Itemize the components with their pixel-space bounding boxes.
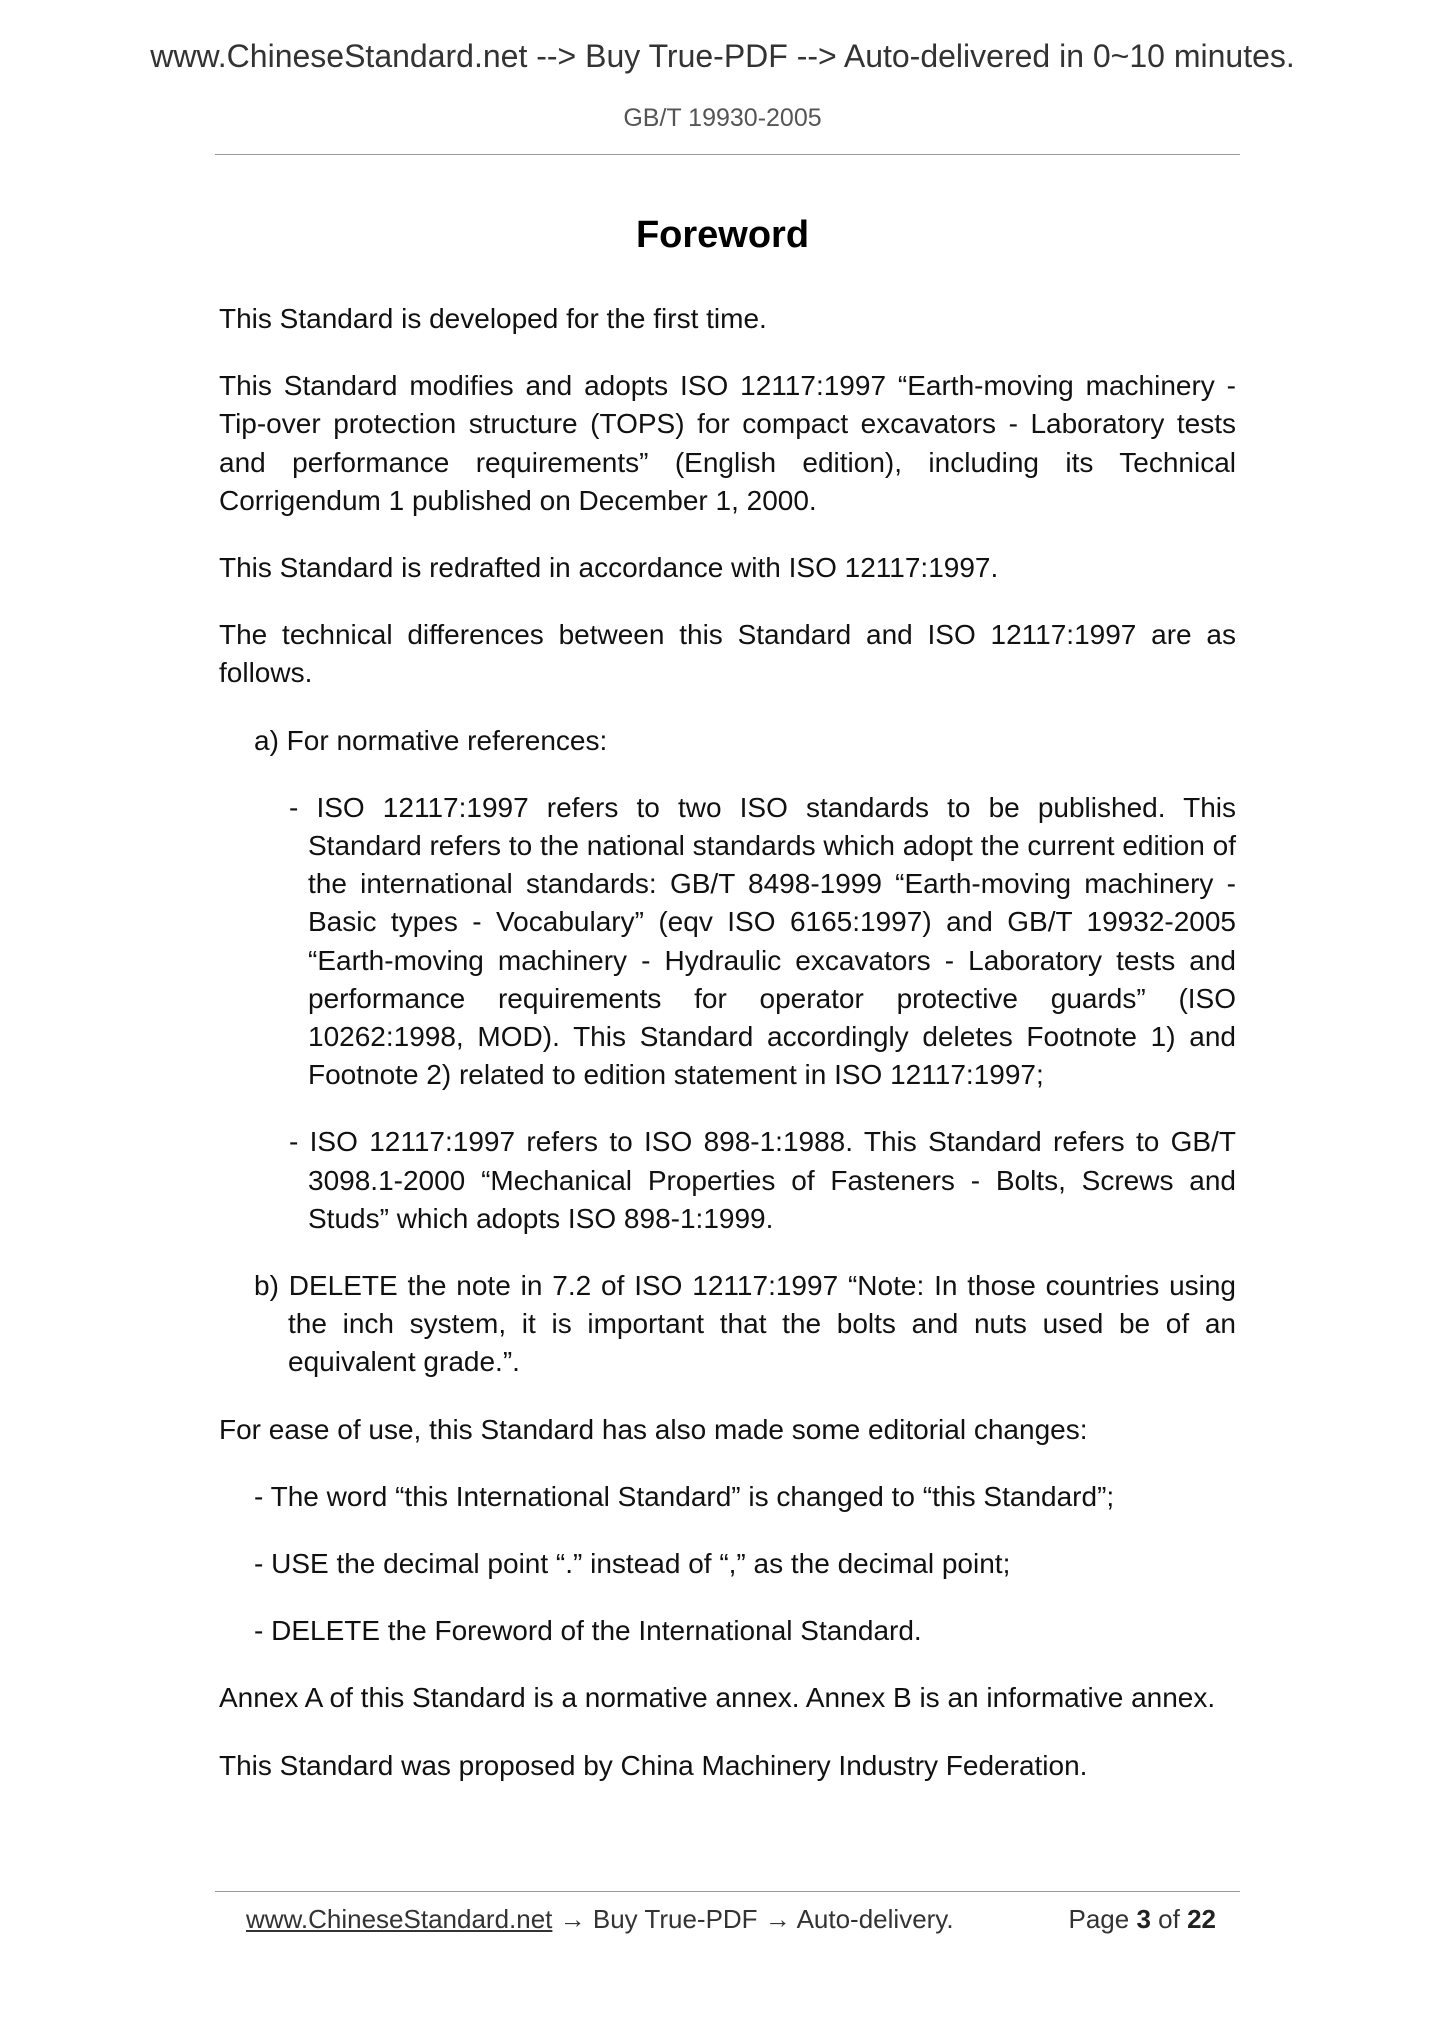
list-subitem-a2: - ISO 12117:1997 refers to ISO 898-1:1988. This Standard refers to GB/T 3098.1-2000 “Mechanical Properties of Fasteners - Bolts, Screws and Studs” which adopts ISO 898-1:1999. (289, 1126, 1236, 1234)
footer-link[interactable]: www.ChineseStandard.net (246, 1904, 553, 1934)
top-banner: www.ChineseStandard.net --> Buy True-PDF --> Auto-delivered in 0~10 minutes. (150, 38, 1295, 74)
page-label: Page (1068, 1904, 1130, 1934)
page-total: 22 (1187, 1904, 1216, 1934)
editorial-item-2: - USE the decimal point “.” instead of “,” as the decimal point; (254, 1548, 1011, 1580)
foreword-body (219, 300, 1236, 1814)
footer-divider (215, 1891, 1240, 1892)
paragraph-differences: The technical differences between this Standard and ISO 12117:1997 are as follows. (219, 619, 1236, 689)
page-title: Foreword (635, 214, 810, 256)
list-subitem-a1: - ISO 12117:1997 refers to two ISO standards to be published. This Standard refers to the national standards which adopt the current edition of the international standards: GB/T 8498-1999 “Earth-moving machinery - Basic types - Vocabulary” (eqv ISO 6165:1997) and GB/T 19932-2005 “Earth-moving machinery - Hydraulic excavators - Laboratory tests and performance requirements for operator protective guards” (ISO 10262:1998, MOD). This Standard accordingly deletes Footnote 1) and Footnote 2) related to edition statement in ISO 12117:1997; (289, 791, 1236, 1091)
page-footer (246, 1904, 1216, 1935)
list-item-a: a) For normative references: (254, 724, 608, 756)
paragraph-annex: Annex A of this Standard is a normative annex. Annex B is an informative annex. (219, 1682, 1216, 1714)
paragraph-redrafted: This Standard is redrafted in accordance with ISO 12117:1997. (219, 552, 999, 584)
paragraph-proposed: This Standard was proposed by China Machinery Industry Federation. (219, 1749, 1088, 1781)
header-divider (215, 154, 1240, 155)
editorial-item-3: - DELETE the Foreword of the International Standard. (254, 1615, 922, 1647)
of-label: of (1158, 1904, 1180, 1934)
editorial-item-1: - The word “this International Standard” is changed to “this Standard”; (254, 1480, 1115, 1512)
page-number (1068, 1904, 1216, 1935)
paragraph-adoption: This Standard modifies and adopts ISO 12117:1997 “Earth-moving machinery - Tip-over protection structure (TOPS) for compact excavators - Laboratory tests and performance requirements” (English edition), including its Technical Corrigendum 1 published on December 1, 2000. (219, 370, 1236, 516)
page-current: 3 (1136, 1904, 1151, 1934)
paragraph-editorial: For ease of use, this Standard has also made some editorial changes: (219, 1413, 1088, 1445)
footer-text: → Buy True-PDF → Auto-delivery. (552, 1904, 954, 1934)
paragraph-first-time: This Standard is developed for the first time. (219, 303, 767, 334)
standard-code: GB/T 19930-2005 (623, 104, 822, 132)
footer-left (246, 1904, 954, 1935)
list-item-b: b) DELETE the note in 7.2 of ISO 12117:1997 “Note: In those countries using the inch system, it is important that the bolts and nuts used be of an equivalent grade.”. (254, 1270, 1236, 1378)
